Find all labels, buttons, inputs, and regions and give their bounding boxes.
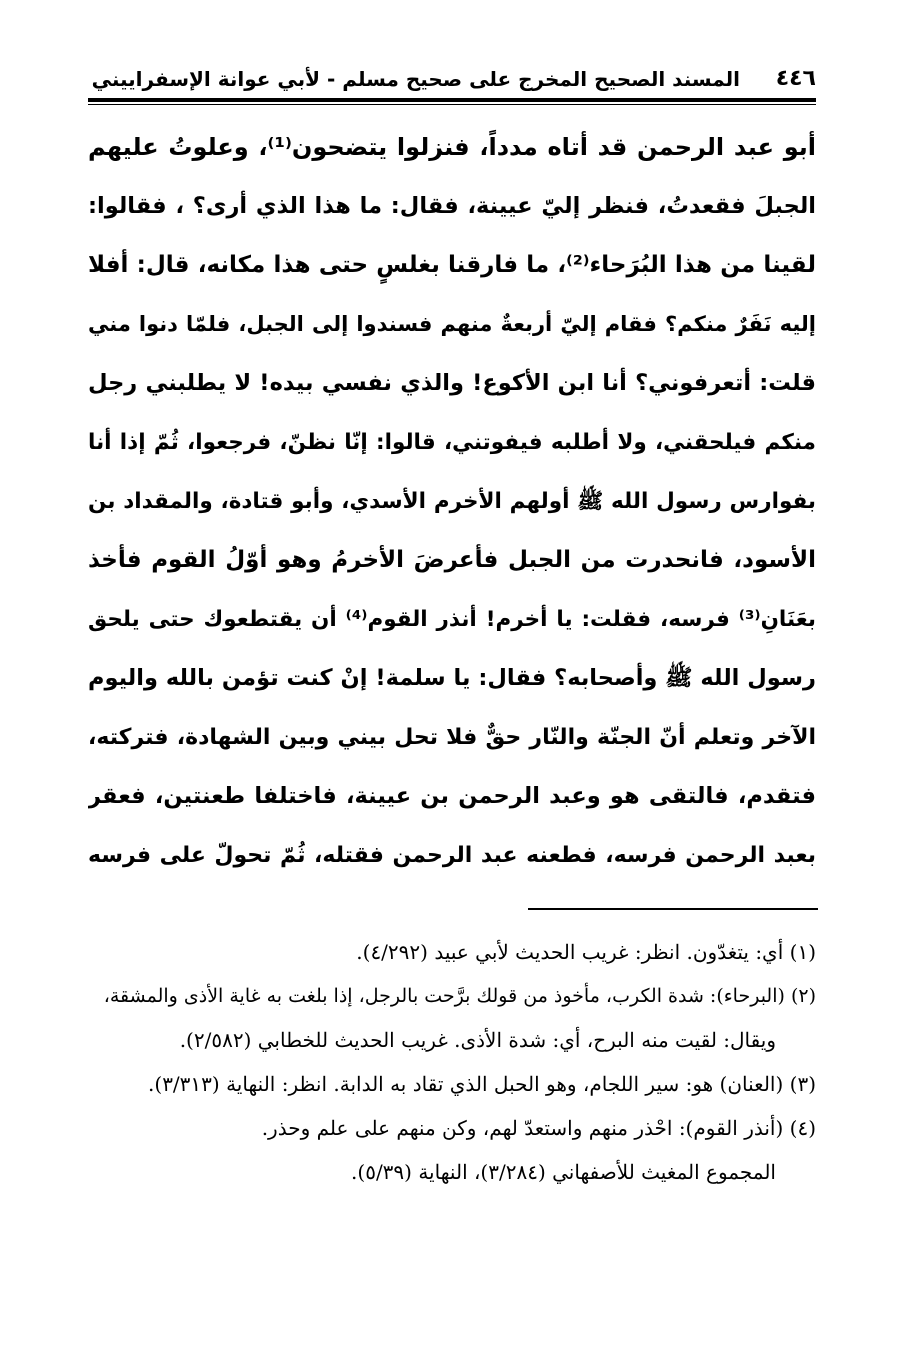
footnote-4-continuation: المجموع المغيث للأصفهاني (٣/٢٨٤)، النهاية (٥/٣٩). [351, 1160, 776, 1184]
text-line: بعبد الرحمن فرسه، فطعنه عبد الرحمن فقتله، ثُمّ تحولّ على فرسه [88, 843, 816, 868]
text-line: الأسود، فانحدرت من الجبل فأعرضَ الأخرمُ وهو أوّلُ القوم فأخذ [88, 547, 816, 573]
text-line: إليه نَفَرٌ منكم؟ فقام إليّ أربعةٌ منهم فسندوا إلى الجبل، فلمّا دنوا مني [88, 312, 816, 336]
header-rule-thin [88, 104, 816, 105]
footnote-separator [528, 908, 818, 910]
running-title: المسند الصحيح المخرج على صحيح مسلم - لأبي عوانة الإسفراييني [91, 67, 740, 91]
page-number: ٤٤٦ [775, 66, 816, 91]
text-line: بعَنَانِ⁽³⁾ فرسه، فقلت: يا أخرم! أنذر القوم⁽⁴⁾ أن يقتطعوك حتى يلحق [88, 607, 816, 632]
text-line: منكم فيلحقني، ولا أطلبه فيفوتني، قالوا: إنّا نظنّ، فرجعوا، ثُمّ إذا أنا [88, 430, 816, 455]
footnote-2-continuation: ويقال: لقيت منه البرح، أي: شدة الأذى. غريب الحديث للخطابي (٢/٥٨٢). [179, 1028, 776, 1052]
text-line: أبو عبد الرحمن قد أتاه مدداً، فنزلوا يتضحون⁽¹⁾، وعلوتُ عليهم [88, 133, 816, 161]
footnote-2: (٢) (البرحاء): شدة الكرب، مأخوذ من قولك برَّحت بالرجل، إذا بلغت به غاية الأذى والمشقة، [103, 985, 816, 1007]
text-line: لقينا من هذا البُرَحاء⁽²⁾، ما فارقنا بغلسٍ حتى هذا مكانه، قال: أفلا [88, 252, 816, 278]
header-rule [88, 98, 816, 102]
text-line: قلت: أتعرفوني؟ أنا ابن الأكوع! والذي نفسي بيده! لا يطلبني رجل [88, 370, 816, 396]
text-line: بفوارس رسول الله ﷺ أولهم الأخرم الأسدي، وأبو قتادة، والمقداد بن [88, 489, 816, 514]
footnote-1: (١) أي: يتغدّون. انظر: غريب الحديث لأبي عبيد (٤/٢٩٢). [356, 940, 816, 964]
text-line: رسول الله ﷺ وأصحابه؟ فقال: يا سلمة! إنْ كنت تؤمن بالله واليوم [88, 665, 816, 691]
footnote-4: (٤) (أنذر القوم): احْذر منهم واستعدّ لهم، وكن منهم على علم وحذر. [261, 1116, 816, 1140]
text-line: الآخر وتعلم أنّ الجنّة والنّار حقٌّ فلا تحل بيني وبين الشهادة، فتركته، [88, 725, 816, 750]
footnote-3: (٣) (العنان) هو: سير اللجام، وهو الحبل الذي تقاد به الدابة. انظر: النهاية (٣/٣١٣). [148, 1072, 816, 1096]
page-header [88, 62, 816, 102]
footnotes [88, 930, 816, 1194]
main-text [88, 118, 816, 885]
text-line: فتقدم، فالتقى هو وعبد الرحمن بن عيينة، فاختلفا طعنتين، فعقر [88, 783, 816, 809]
text-line: الجبلَ فقعدتُ، فنظر إليّ عيينة، فقال: ما هذا الذي أرى؟ ، فقالوا: [88, 193, 816, 219]
